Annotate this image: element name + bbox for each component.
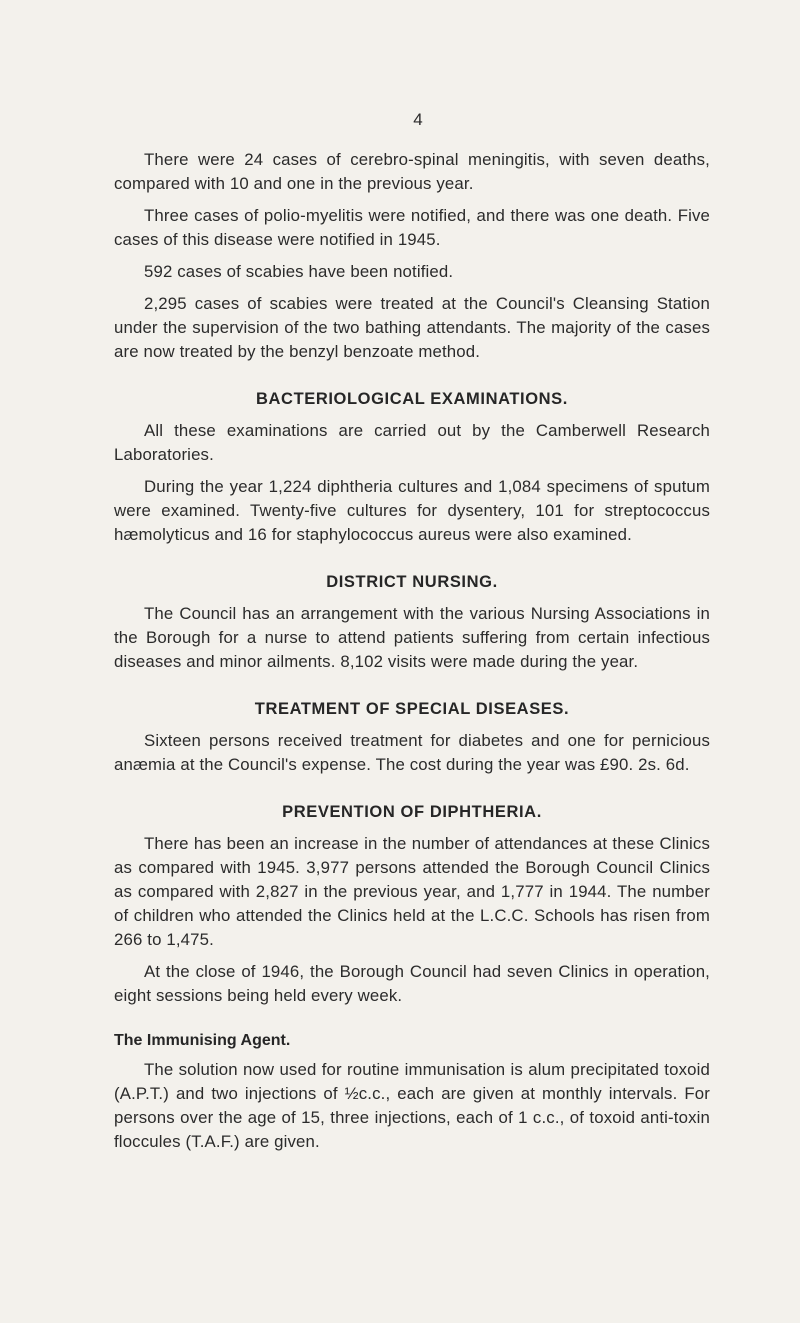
paragraph-scabies-treated: 2,295 cases of scabies were treated at the Council's Cleansing Station under the supervision of the two bathing attendants. The majority of the cases are now treated by the benzyl benzoate method.	[114, 294, 710, 361]
paragraph-district-nursing: The Council has an arrangement with the various Nursing Associations in the Borough for a nurse to attend patients suffering from certain infectious diseases and minor ailments. 8,102 visits were made during the year.	[114, 604, 710, 671]
paragraph-bacteriological-laboratories: All these examinations are carried out by the Camberwell Research Laboratories.	[114, 421, 710, 464]
paragraph-polio-myelitis: Three cases of polio-myelitis were notified, and there was one death. Five cases of this disease were notified in 1945.	[114, 206, 710, 249]
paragraph-immunising-agent: The solution now used for routine immunisation is alum precipitated toxoid (A.P.T.) and two injections of ½c.c., each are given at monthly intervals. For persons over the age of 15, three injections, each of 1 c.c., of toxoid anti-toxin floccules (T.A.F.) are given.	[114, 1060, 710, 1151]
paragraph-diphtheria-clinics: At the close of 1946, the Borough Council had seven Clinics in operation, eight sessions being held every week.	[114, 962, 710, 1005]
paragraph-diphtheria-attendances: There has been an increase in the number of attendances at these Clinics as compared with 1945. 3,977 persons attended the Borough Council Clinics as compared with 2,827 in the previous year, and 1,777 in 1944. The number of children who attended the Clinics held at the L.C.C. Schools has risen from 266 to 1,475.	[114, 834, 710, 949]
paragraph-bacteriological-cultures: During the year 1,224 diphtheria cultures and 1,084 specimens of sputum were examined. Twenty-five cultures for dysentery, 101 for streptococcus hæmolyticus and 16 for staphylococcus aureus were also examined.	[114, 477, 710, 544]
paragraph-special-diseases: Sixteen persons received treatment for diabetes and one for pernicious anæmia at the Council's expense. The cost during the year was £90. 2s. 6d.	[114, 731, 710, 774]
paragraph-scabies-notified: 592 cases of scabies have been notified.	[144, 262, 454, 281]
heading-special-diseases: TREATMENT OF SPECIAL DISEASES.	[254, 700, 570, 718]
subheading-immunising-agent: The Immunising Agent.	[114, 1032, 291, 1049]
heading-prevention-of-diphtheria: PREVENTION OF DIPHTHERIA.	[282, 803, 542, 821]
page-number: 4	[413, 110, 423, 129]
paragraph-meningitis: There were 24 cases of cerebro-spinal meningitis, with seven deaths, compared with 10 and one in the previous year.	[114, 150, 710, 193]
heading-bacteriological-examinations: BACTERIOLOGICAL EXAMINATIONS.	[256, 390, 568, 408]
heading-district-nursing: DISTRICT NURSING.	[326, 573, 498, 591]
